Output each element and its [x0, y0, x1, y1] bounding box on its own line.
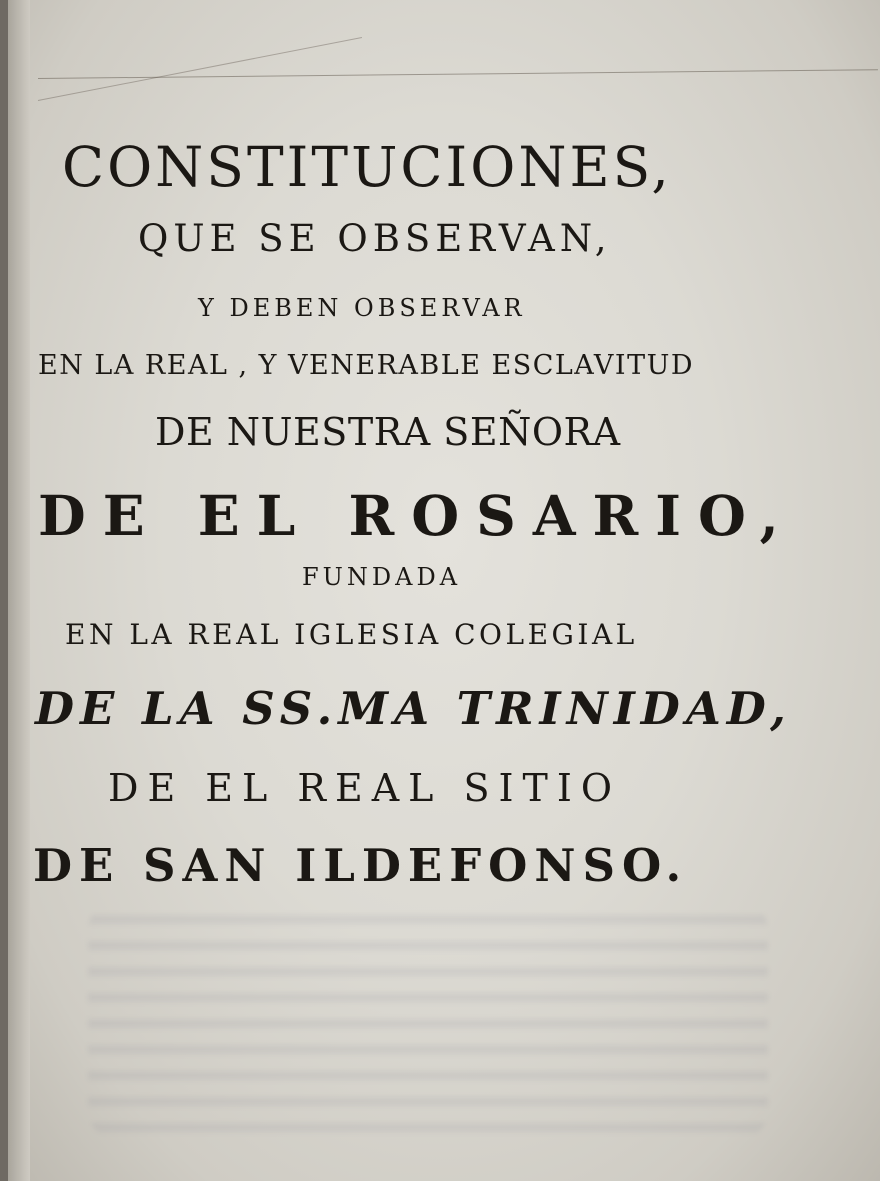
title-line-que-se-observan: QUE SE OBSERVAN,: [138, 217, 612, 260]
title-line-trinidad: DE LA SS.MA TRINIDAD,: [35, 682, 792, 735]
title-line-real-sitio: DE EL REAL SITIO: [108, 766, 621, 810]
title-line-el-rosario: DE EL ROSARIO,: [38, 483, 796, 548]
title-line-fundada: FUNDADA: [302, 563, 462, 591]
title-line-nuestra-senora: DE NUESTRA SEÑORA: [155, 410, 621, 454]
title-line-san-ildefonso: DE SAN ILDEFONSO.: [33, 839, 689, 892]
title-line-iglesia-colegial: EN LA REAL IGLESIA COLEGIAL: [65, 618, 638, 651]
title-line-constituciones: CONSTITUCIONES,: [62, 135, 672, 199]
title-line-real-esclavitud: EN LA REAL , Y VENERABLE ESCLAVITUD: [38, 350, 695, 381]
title-line-y-deben-observar: Y DEBEN OBSERVAR: [198, 294, 526, 322]
